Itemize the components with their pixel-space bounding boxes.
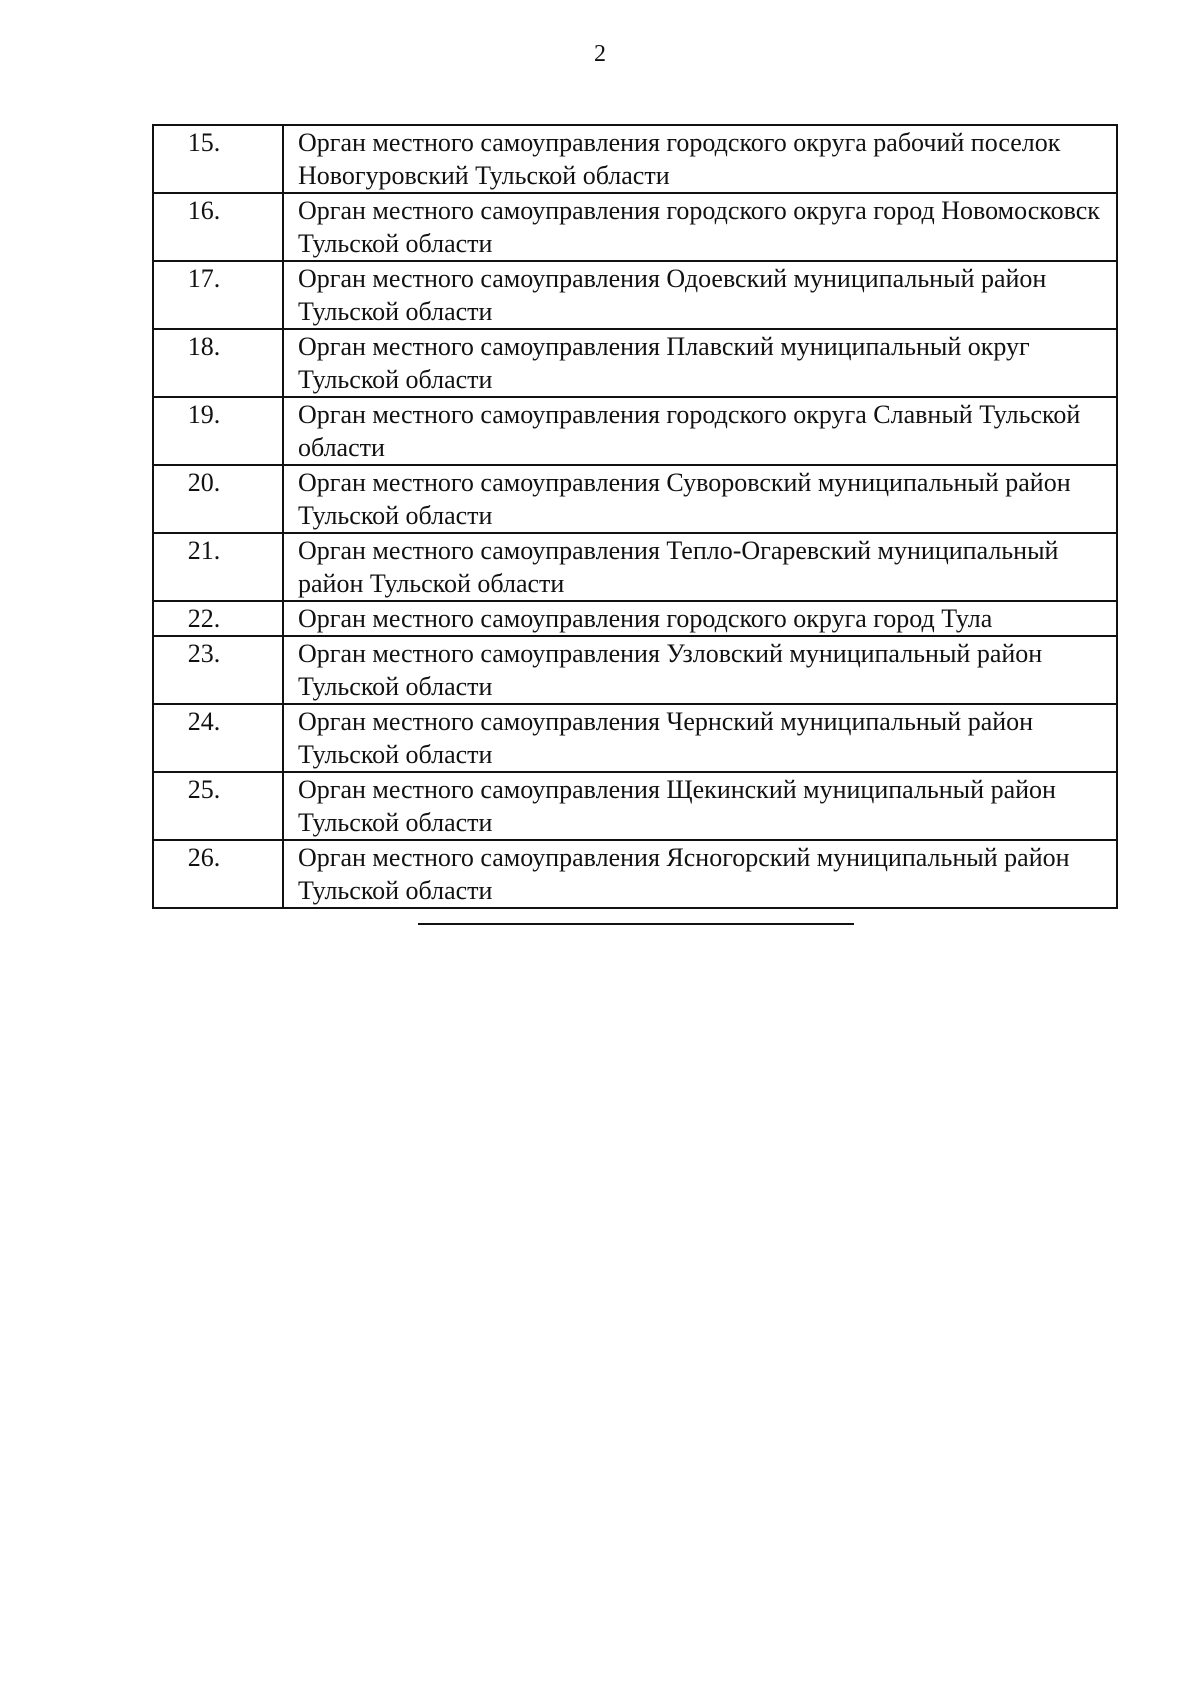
row-number-cell [153, 636, 283, 704]
row-text-cell [283, 636, 1117, 704]
row-number: 25. [187, 775, 221, 804]
row-text-cell [283, 261, 1117, 329]
row-text: Орган местного самоуправления городского округа город Новомосковск Тульской области [298, 196, 1100, 258]
row-text: Орган местного самоуправления Тепло-Огаревский муниципальный район Тульской области [298, 536, 1059, 598]
row-number: 18. [187, 332, 221, 361]
table-row [153, 465, 1117, 533]
row-text: Орган местного самоуправления Одоевский муниципальный район Тульской области [298, 264, 1047, 326]
table-row [153, 533, 1117, 601]
table-row [153, 261, 1117, 329]
row-text: Орган местного самоуправления городского округа Славный Тульской области [298, 400, 1081, 462]
row-number: 26. [187, 843, 221, 872]
row-number-cell [153, 329, 283, 397]
table-row [153, 772, 1117, 840]
row-number-cell [153, 261, 283, 329]
row-text: Орган местного самоуправления Щекинский муниципальный район Тульской области [298, 775, 1056, 837]
row-text: Орган местного самоуправления Чернский муниципальный район Тульской области [298, 707, 1034, 769]
row-number-cell [153, 772, 283, 840]
row-text-cell [283, 533, 1117, 601]
table-row [153, 840, 1117, 908]
row-number: 24. [187, 707, 221, 736]
row-text: Орган местного самоуправления городского округа рабочий поселок Новогуровский Тульской области [298, 128, 1061, 190]
row-text-cell [283, 193, 1117, 261]
row-text: Орган местного самоуправления Плавский муниципальный округ Тульской области [298, 332, 1030, 394]
row-number: 15. [187, 128, 221, 157]
table-row [153, 704, 1117, 772]
end-divider-line [418, 923, 854, 925]
row-text-cell [283, 125, 1117, 193]
row-text: Орган местного самоуправления Суворовский муниципальный район Тульской области [298, 468, 1071, 530]
row-number: 16. [187, 196, 221, 225]
row-number: 20. [187, 468, 221, 497]
page-number: 2 [594, 41, 606, 67]
row-number-cell [153, 193, 283, 261]
row-number: 23. [187, 639, 221, 668]
row-text: Орган местного самоуправления Ясногорский муниципальный район Тульской области [298, 843, 1070, 905]
row-text-cell [283, 840, 1117, 908]
row-number-cell [153, 601, 283, 636]
row-text-cell [283, 329, 1117, 397]
row-number-cell [153, 397, 283, 465]
row-text-cell [283, 772, 1117, 840]
row-text: Орган местного самоуправления городского округа город Тула [298, 604, 993, 633]
row-number-cell [153, 465, 283, 533]
row-number-cell [153, 704, 283, 772]
row-text-cell [283, 465, 1117, 533]
table-row [153, 636, 1117, 704]
row-text-cell [283, 601, 1117, 636]
table-row [153, 601, 1117, 636]
row-number: 19. [187, 400, 221, 429]
table-row [153, 397, 1117, 465]
row-number: 17. [187, 264, 221, 293]
table-row [153, 125, 1117, 193]
row-text-cell [283, 704, 1117, 772]
organ-list-table [152, 124, 1118, 909]
row-number-cell [153, 533, 283, 601]
row-number-cell [153, 840, 283, 908]
table-row [153, 193, 1117, 261]
row-number: 22. [187, 604, 221, 633]
row-text-cell [283, 397, 1117, 465]
row-number: 21. [187, 536, 221, 565]
row-text: Орган местного самоуправления Узловский муниципальный район Тульской области [298, 639, 1043, 701]
row-number-cell [153, 125, 283, 193]
table-row [153, 329, 1117, 397]
